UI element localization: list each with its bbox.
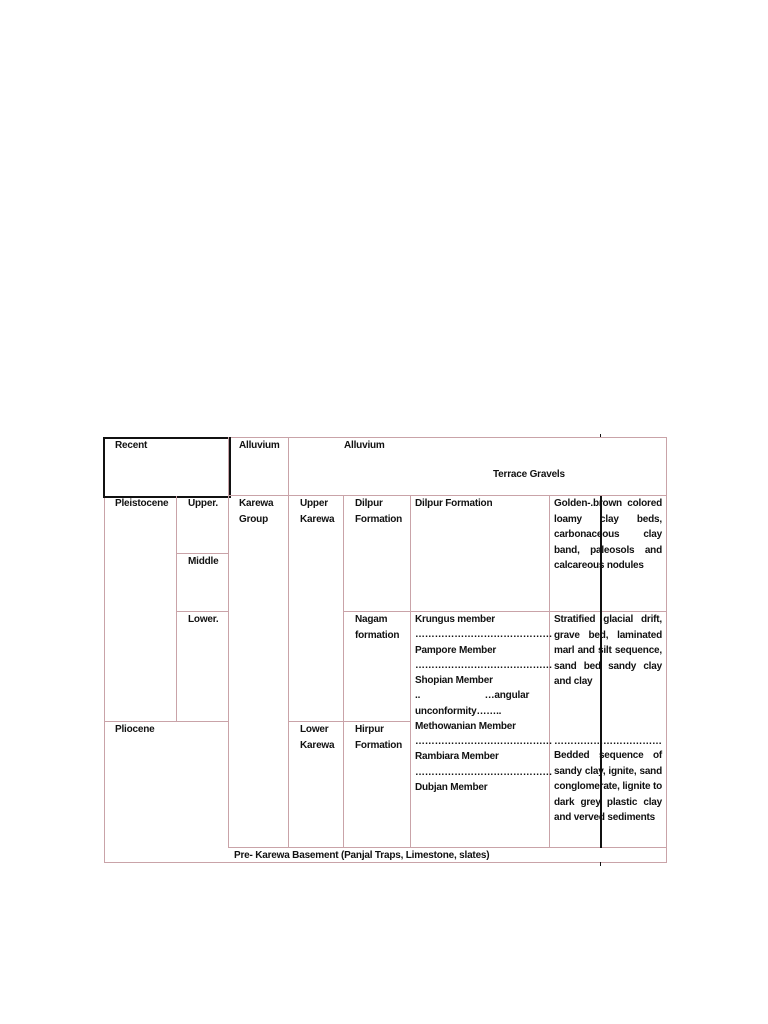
group-alluvium: Alluvium [239, 440, 280, 451]
description-nagam: Stratified glacial drift, grave bed, laminated marl and silt sequence, sand bed sandy clay and clay [554, 614, 662, 687]
formation-dilpur-line1: Dilpur [355, 498, 383, 509]
col-rule-group-right [288, 437, 289, 848]
stage-lower: Lower. [188, 614, 219, 625]
col-rule-member [410, 496, 411, 848]
member-angular: .. …angular [415, 690, 530, 701]
description-dots: …………………………… [554, 736, 662, 747]
col-rule-group-left [228, 437, 229, 848]
description-dilpur: Golden-.brown colored loamy clay beds, carbonaceous clay band, paleosols and calcareous nodules [554, 498, 662, 571]
member-dilpur-formation: Dilpur Formation [415, 498, 493, 509]
description-hirpur: Bedded sequence of sandy clay, ignite, sand conglomerate, lignite to dark grey plastic clay and verved sediments [554, 750, 662, 823]
subgroup-lower-karewa-line2: Karewa [300, 740, 335, 751]
formation-hirpur-line1: Hirpur [355, 724, 384, 735]
member-dots-2: …………………………………… [415, 660, 553, 671]
col-rule-substage [176, 496, 177, 722]
table-border-top [228, 437, 667, 438]
period-recent: Recent [115, 440, 148, 451]
basement-text: Pre- Karewa Basement (Panjal Traps, Limestone, slates) [234, 850, 490, 861]
formation-hirpur-line2: Formation [355, 740, 403, 751]
member-rambiara: Rambiara Member [415, 751, 499, 762]
period-pleistocene: Pleistocene [115, 498, 169, 509]
unit-terrace-gravels: Terrace Gravels [493, 469, 565, 480]
col-rule-formation [343, 496, 344, 848]
member-dots-3: …………………………………… [415, 736, 553, 747]
group-karewa-line2: Group [239, 514, 268, 525]
formation-dilpur-line2: Formation [355, 514, 403, 525]
member-pampore: Pampore Member [415, 645, 497, 656]
member-unconformity: unconformity…….. [415, 706, 502, 717]
member-methowanian: Methowanian Member [415, 721, 516, 732]
member-dots-4: …………………………………… [415, 767, 553, 778]
subgroup-upper-karewa-line2: Karewa [300, 514, 335, 525]
group-karewa-line1: Karewa [239, 498, 274, 509]
member-dots-1: …………………………………… [415, 629, 553, 640]
formation-nagam-line2: formation [355, 630, 400, 641]
overlay-tick-top [600, 434, 601, 437]
member-krungus: Krungus member [415, 614, 495, 625]
member-shopian: Shopian Member [415, 675, 493, 686]
member-dubjan: Dubjan Member [415, 782, 488, 793]
subgroup-lower-karewa-line1: Lower [300, 724, 329, 735]
stage-upper: Upper. [188, 498, 218, 509]
formation-nagam-line1: Nagam [355, 614, 388, 625]
period-pliocene: Pliocene [115, 724, 155, 735]
overlay-tick-bottom [600, 862, 601, 866]
unit-alluvium: Alluvium [344, 440, 385, 451]
table-border-left [104, 496, 105, 863]
stage-middle: Middle [188, 556, 219, 567]
subgroup-upper-karewa-line1: Upper [300, 498, 328, 509]
table-border-right [666, 437, 667, 863]
